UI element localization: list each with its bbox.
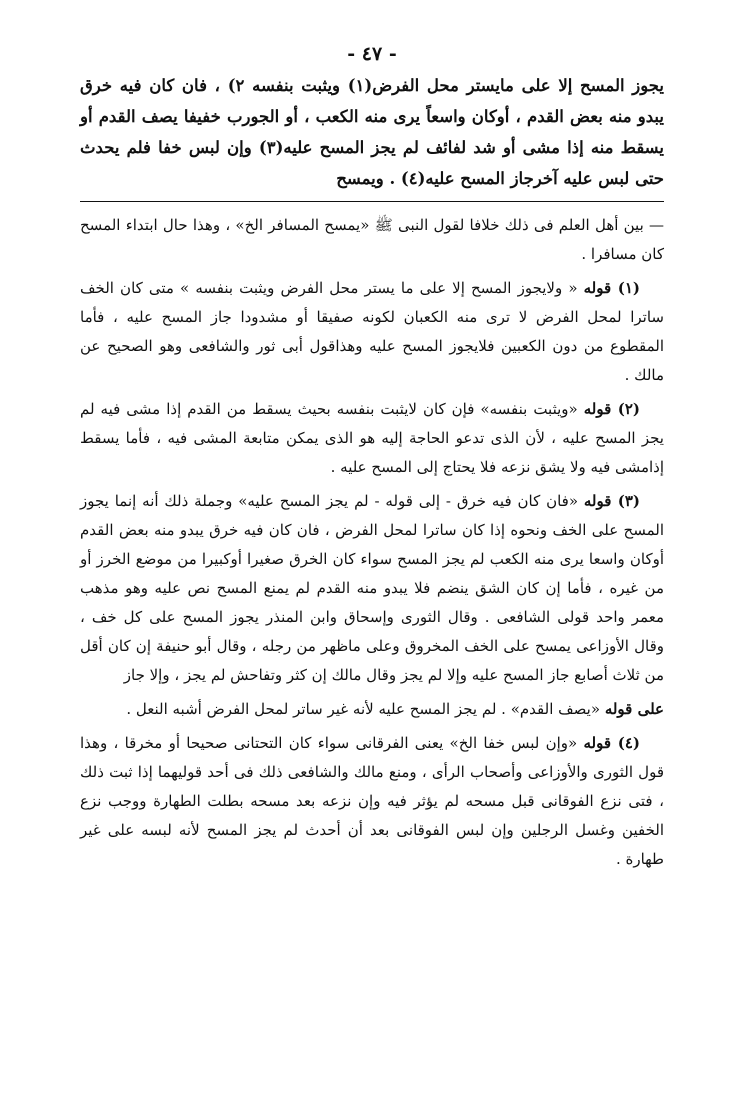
footnote-1 xyxy=(80,274,664,390)
footnote-text: «وإن لبس خفا الخ» يعنى الفرقانى سواء كان التحتانى صحيحا أو مخرقا ، وهذا قول الثورى والأوزاعى وأصحاب الرأى ، ومنع مالك والشافعى ذلك فى أحد قوليهما إذا ثبت ذلك ، فتى نزع الفوقانى قبل مسحه لم يؤثر فيه وإن نزعه بعد مسحه بطلت الطهارة ووجب نزع الخفين وغسل الرجلين وإن لبس الفوقانى بعد أن أحدث لم يجز المسح لأنه لبسه على غير طهارة . xyxy=(80,734,664,868)
footnote-label: (٤) قوله xyxy=(583,734,640,752)
footnote-4 xyxy=(80,729,664,874)
footnote-text: «يصف القدم» . لم يجز المسح عليه لأنه غير ساتر لمحل الفرض أشبه النعل . xyxy=(126,700,601,718)
footnote-text: «فان كان فيه خرق - إلى قوله - لم يجز المسح عليه» وجملة ذلك أنه إنما يجوز المسح على الخف ونحوه إذا كان ساترا لمحل الفرض ، فان كان فيه خرق يبدو منه بعض القدم أوكان واسعا يرى منه الكعب لم يجز المسح سواء كان الخرق صغيرا أوكبيرا من موضع الخرز أو من غيره ، فأما إن كان الشق ينضم فلا يبدو منه القدم لم يمنع المسح نص عليه وهو مذهب معمر واحد قولى الشافعى . وقال الثورى وإسحاق وابن المنذر يجوز المسح على كل خف ، وقال الأوزاعى يمسح على الخف المخروق وعلى ماظهر من رجله ، وقال أبو حنيفة إن كان أقل من ثلاث أصابع جاز المسح عليه وإلا لم يجز وقال مالك إن كثر وتفاحش لم يجز ، وإلا جاز xyxy=(80,492,664,684)
footnote-label: على قوله xyxy=(604,700,664,718)
footnote-text: «ويثبت بنفسه» فإن كان لايثبت بنفسه بحيث يسقط من القدم إذا مشى فيه لم يجز المسح عليه ، لأن الذى تدعو الحاجة إليه هو الذى يمكن متابعة المشى فيه ، فأما يسقط إذامشى فيه ولا يشق نزعه فلا يحتاج إلى المسح عليه . xyxy=(80,400,664,476)
page-number: - ٤٧ - xyxy=(347,43,397,65)
footnotes xyxy=(80,211,664,874)
footnote-text: « ولايجوز المسح إلا على ما يستر محل الفرض ويثبت بنفسه » متى كان الخف ساترا لمحل الفرض لا ترى منه الكعبان لكونه صفيقا أو مشدودا جاز المسح عليه ، فأما المقطوع من دون الكعبين فلايجوز المسح عليه وهذاقول أبى ثور والشافعى وهو الصحيح عن مالك . xyxy=(80,279,664,384)
main-text: يجوز المسح إلا على مايستر محل الفرض(١) ويثبت بنفسه ٢) ، فان كان فيه خرق يبدو منه بعض القدم ، أوكان واسعاً يرى منه الكعب ، أو الجورب خفيفا يصف القدم أو يسقط منه إذا مشى أو شد لفائف لم يجز المسح عليه(٣) وإن لبس خفا فلم يحدث حتى لبس عليه آخرجاز المسح عليه(٤) . ويمسح xyxy=(80,76,664,188)
footnote-label: (١) قوله xyxy=(583,279,640,297)
footnote-label: (٣) قوله xyxy=(583,492,640,510)
footnote-continuation xyxy=(80,211,664,269)
footnote-label: (٢) قوله xyxy=(583,400,640,418)
footnote-2 xyxy=(80,395,664,482)
footnote-separator xyxy=(80,201,664,202)
footnote-3 xyxy=(80,487,664,690)
footnote-3-continued xyxy=(80,695,664,724)
footnote-text: — بين أهل العلم فى ذلك خلافا لقول النبى ﷺ «يمسح المسافر الخ» ، وهذا حال ابتداء المسح كان مسافرا . xyxy=(80,216,664,263)
